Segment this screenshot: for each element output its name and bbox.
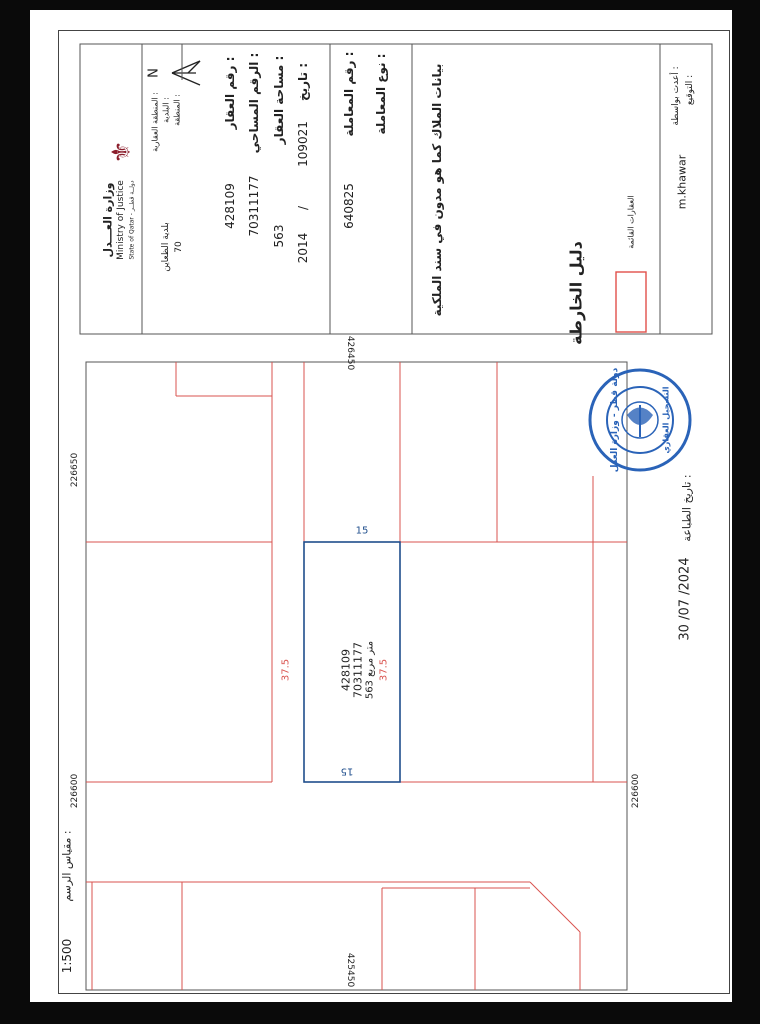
- pin-label: رقم العقار :: [223, 56, 237, 130]
- document-page: [30, 10, 732, 1002]
- area-label: مساحة العقار :: [272, 55, 286, 145]
- txn-no-value: 640825: [342, 183, 356, 229]
- coord-bottom-left: 226600: [70, 773, 80, 809]
- date-label: تاريخ :: [296, 62, 310, 102]
- official-stamp: [585, 365, 695, 475]
- north-arrow-icon: [172, 61, 200, 85]
- area-value: 563: [272, 224, 286, 248]
- owner-note: بيانات الملاك كما هو مدون في سند الملكية: [430, 63, 444, 317]
- scale-value: 1:500: [60, 938, 74, 974]
- area-value-header: 70: [174, 241, 184, 253]
- ministry-en: Ministry of Justice: [116, 180, 126, 260]
- date-sep: /: [296, 205, 310, 211]
- signature-label: التوقيع :: [685, 74, 695, 106]
- legend-existing-box: [616, 272, 646, 332]
- created-by-value: m.khawar: [675, 154, 689, 210]
- ministry-logo-icon: ⚜: [107, 140, 137, 164]
- print-date-label: تاريخ الطباعة :: [680, 474, 694, 542]
- pin-value: 428109: [223, 183, 237, 229]
- survey-label: الرقم المساحي :: [247, 52, 261, 154]
- parcel-dim-right: 37.5: [378, 658, 390, 682]
- legend-item-label: العقارات القائمة: [626, 195, 636, 249]
- municipality-label: البلدية :: [161, 97, 171, 123]
- txn-no-label: رقم المعاملة :: [342, 51, 356, 137]
- zone-value: بلدية الظعاين: [161, 222, 171, 272]
- dim-top: 15: [355, 525, 369, 537]
- ref-value: 109021: [296, 121, 310, 167]
- coord-top-right: 426450: [345, 335, 355, 371]
- north-label: N: [146, 68, 162, 78]
- dim-bottom: 15: [340, 765, 354, 777]
- parcel-pin: 428109: [339, 649, 353, 691]
- print-date-value: 30 /07 /2024: [677, 557, 693, 641]
- created-by-label: أعدت بواسطة :: [671, 66, 681, 126]
- ministry-ar: وزارة العـــدل: [101, 182, 115, 258]
- scale-label: مقياس الرسم :: [60, 830, 74, 902]
- txn-type-label: نوع المعاملة :: [374, 53, 388, 135]
- dim-left: 37.5: [280, 658, 292, 682]
- zone-label: المنطقة العقارية :: [150, 92, 160, 152]
- stamp-inner-text: التسجيل العقاري: [661, 386, 671, 454]
- coord-bottom-right: 425450: [345, 952, 355, 988]
- survey-value: 70311177: [247, 175, 261, 237]
- parcel-survey: 70311177: [351, 642, 365, 698]
- area-label-header: المنطقة :: [172, 94, 182, 126]
- header-frame: [80, 44, 712, 334]
- coord-bottom-left-2: 226600: [631, 773, 641, 809]
- stamp-ring-text: دولة قطر - وزارة العدل: [610, 367, 620, 473]
- parcel-area: 563 متر مربع: [364, 640, 376, 700]
- date-value: 2014: [296, 232, 310, 264]
- ministry-state: State of Qatar - دولــة قطــر: [128, 180, 136, 260]
- legend-title: دليل الخارطة: [566, 241, 586, 345]
- coord-top-left: 226650: [70, 452, 80, 488]
